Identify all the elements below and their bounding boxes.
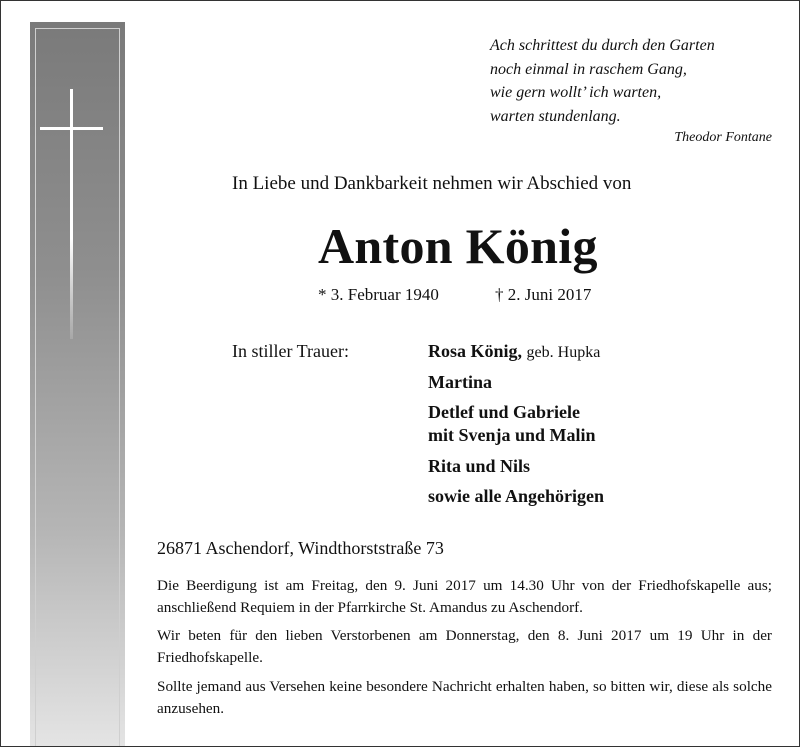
funeral-info: Die Beerdigung ist am Freitag, den 9. Juni 2017 um 14.30 Uhr von der Friedhofskapelle aus; anschließend Requiem in der Pfarrkirche St. Amandus zu Aschendorf.	[157, 577, 772, 616]
deceased-name: Anton König	[318, 218, 598, 274]
poem-line: Ach schrittest du durch den Garten	[490, 37, 715, 54]
prayer-info: Wir beten für den lieben Verstorbenen am Donnerstag, den 8. Juni 2017 um 19 Uhr in der Friedhofskapelle.	[157, 627, 772, 666]
intro-text: In Liebe und Dankbarkeit nehmen wir Abschied von	[232, 173, 632, 194]
mourner-relatives: sowie alle Angehörigen	[428, 486, 604, 506]
poem-quote	[490, 34, 780, 128]
mourner-detlef-gabriele	[428, 401, 596, 447]
mourner-martina: Martina	[428, 372, 492, 392]
mourner-name: Rosa König,	[428, 341, 523, 361]
side-bar-inner-border	[35, 28, 120, 746]
decorative-side-bar	[30, 22, 125, 746]
poem-line: warten stundenlang.	[490, 107, 621, 125]
notice-info: Sollte jemand aus Versehen keine besondere Nachricht erhalten haben, so bitten wir, diese als solche anzusehen.	[157, 678, 772, 717]
cross-horizontal-beam	[40, 127, 103, 130]
birth-date: * 3. Februar 1940	[318, 285, 439, 304]
address: 26871 Aschendorf, Windthorststraße 73	[157, 538, 444, 558]
poem-line: noch einmal in raschem Gang,	[490, 60, 687, 78]
mourner-rosa	[428, 340, 600, 364]
poem-line: wie gern wollt’ ich warten,	[490, 84, 662, 101]
mourner-rita-nils: Rita und Nils	[428, 456, 531, 476]
mourner-name: Detlef und Gabriele	[428, 402, 580, 422]
death-date: † 2. Juni 2017	[495, 285, 592, 304]
mourner-maiden-name: geb. Hupka	[526, 344, 601, 361]
poem-author: Theodor Fontane	[674, 130, 772, 145]
mourning-label: In stiller Trauer:	[232, 341, 349, 361]
mourner-name-line2: mit Svenja und Malin	[428, 425, 596, 445]
